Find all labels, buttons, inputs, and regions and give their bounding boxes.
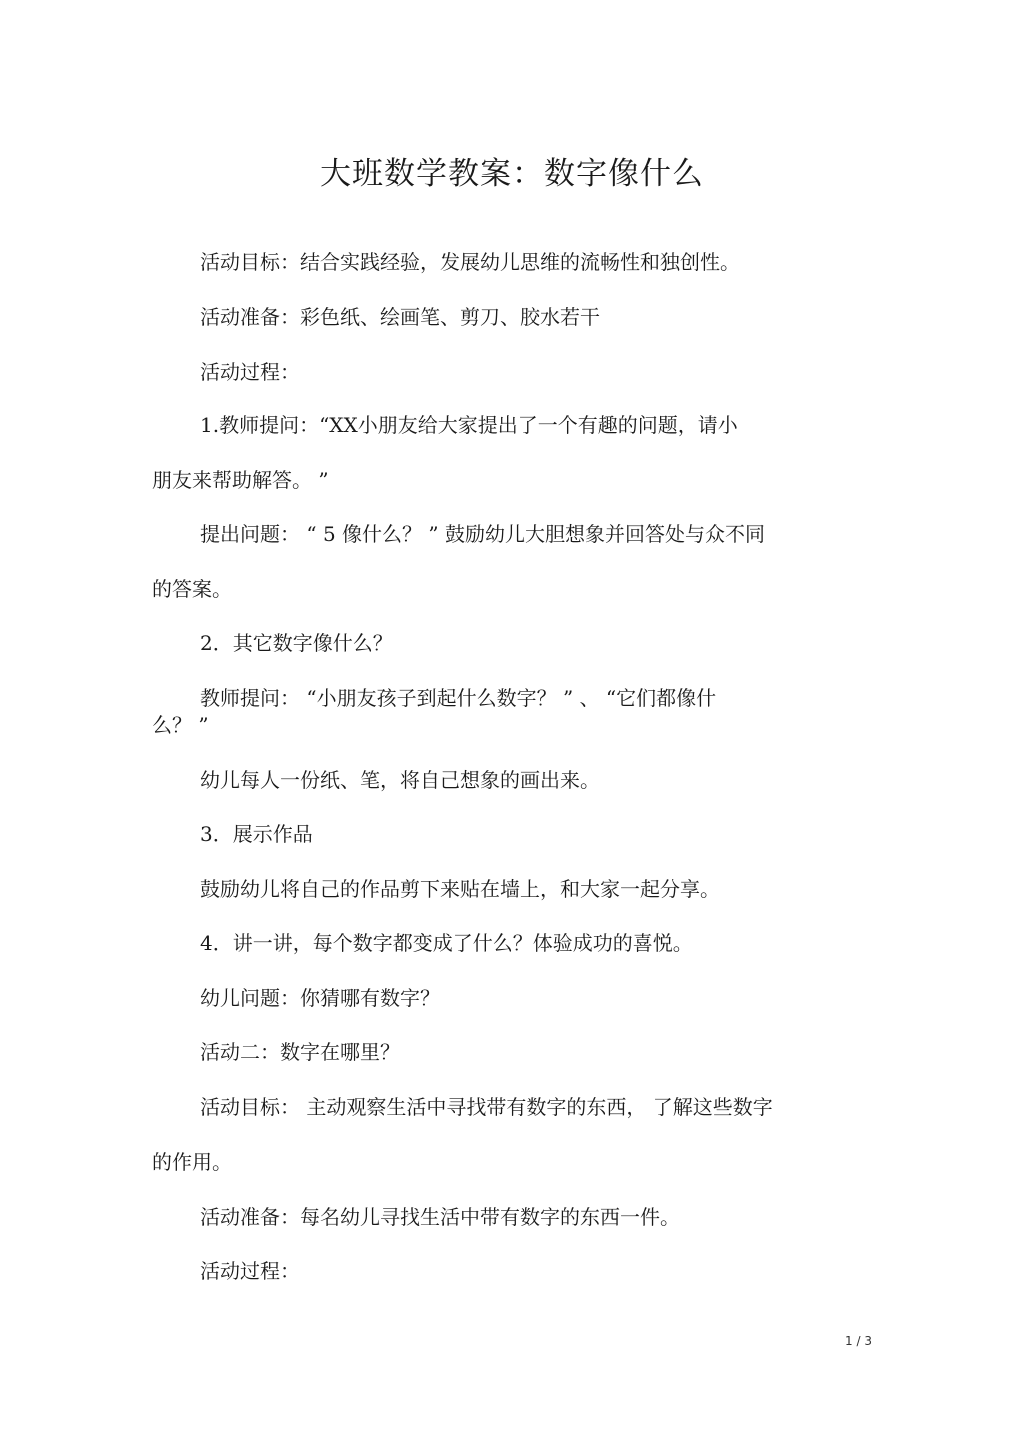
paragraph-line: 鼓励幼儿将自己的作品剪下来贴在墙上，和大家一起分享。 [200,877,720,901]
paragraph-line: 3．展示作品 [200,822,313,846]
paragraph-line: 4．讲一讲，每个数字都变成了什么？体验成功的喜悦。 [200,931,693,955]
paragraph-line: 幼儿每人一份纸、笔，将自己想象的画出来。 [200,768,600,792]
paragraph-line: 朋友来帮助解答。 ” [152,468,329,492]
paragraph-line: 提出问题： “ 5 像什么？ ” 鼓励幼儿大胆想象并回答处与众不同 [200,522,765,546]
document-title: 大班数学教案：数字像什么 [320,156,704,192]
paragraph-line: 幼儿问题：你猜哪有数字？ [200,986,440,1010]
paragraph-line: 活动目标：结合实践经验，发展幼儿思维的流畅性和独创性。 [200,250,740,274]
paragraph-line: 2．其它数字像什么？ [200,631,393,655]
paragraph-line: 活动目标： 主动观察生活中寻找带有数字的东西， 了解这些数字 [200,1095,773,1119]
paragraph-line: 活动过程： [200,360,300,384]
paragraph-line: 活动准备：彩色纸、绘画笔、剪刀、胶水若干 [200,305,600,329]
page-number: 1 / 3 [845,1334,872,1348]
paragraph-line: 的作用。 [152,1150,232,1174]
paragraph-line: 活动准备：每名幼儿寻找生活中带有数字的东西一件。 [200,1205,680,1229]
paragraph-line: 教师提问： “小朋友孩子到起什么数字？ ” 、 “它们都像什 [200,686,717,710]
paragraph-line: 的答案。 [152,577,232,601]
paragraph-line: 活动二：数字在哪里？ [200,1040,400,1064]
paragraph-line: 1.教师提问：“XX小朋友给大家提出了一个有趣的问题，请小 [200,413,738,437]
paragraph-line: 么？ ” [152,713,209,737]
paragraph-line: 活动过程： [200,1259,300,1283]
